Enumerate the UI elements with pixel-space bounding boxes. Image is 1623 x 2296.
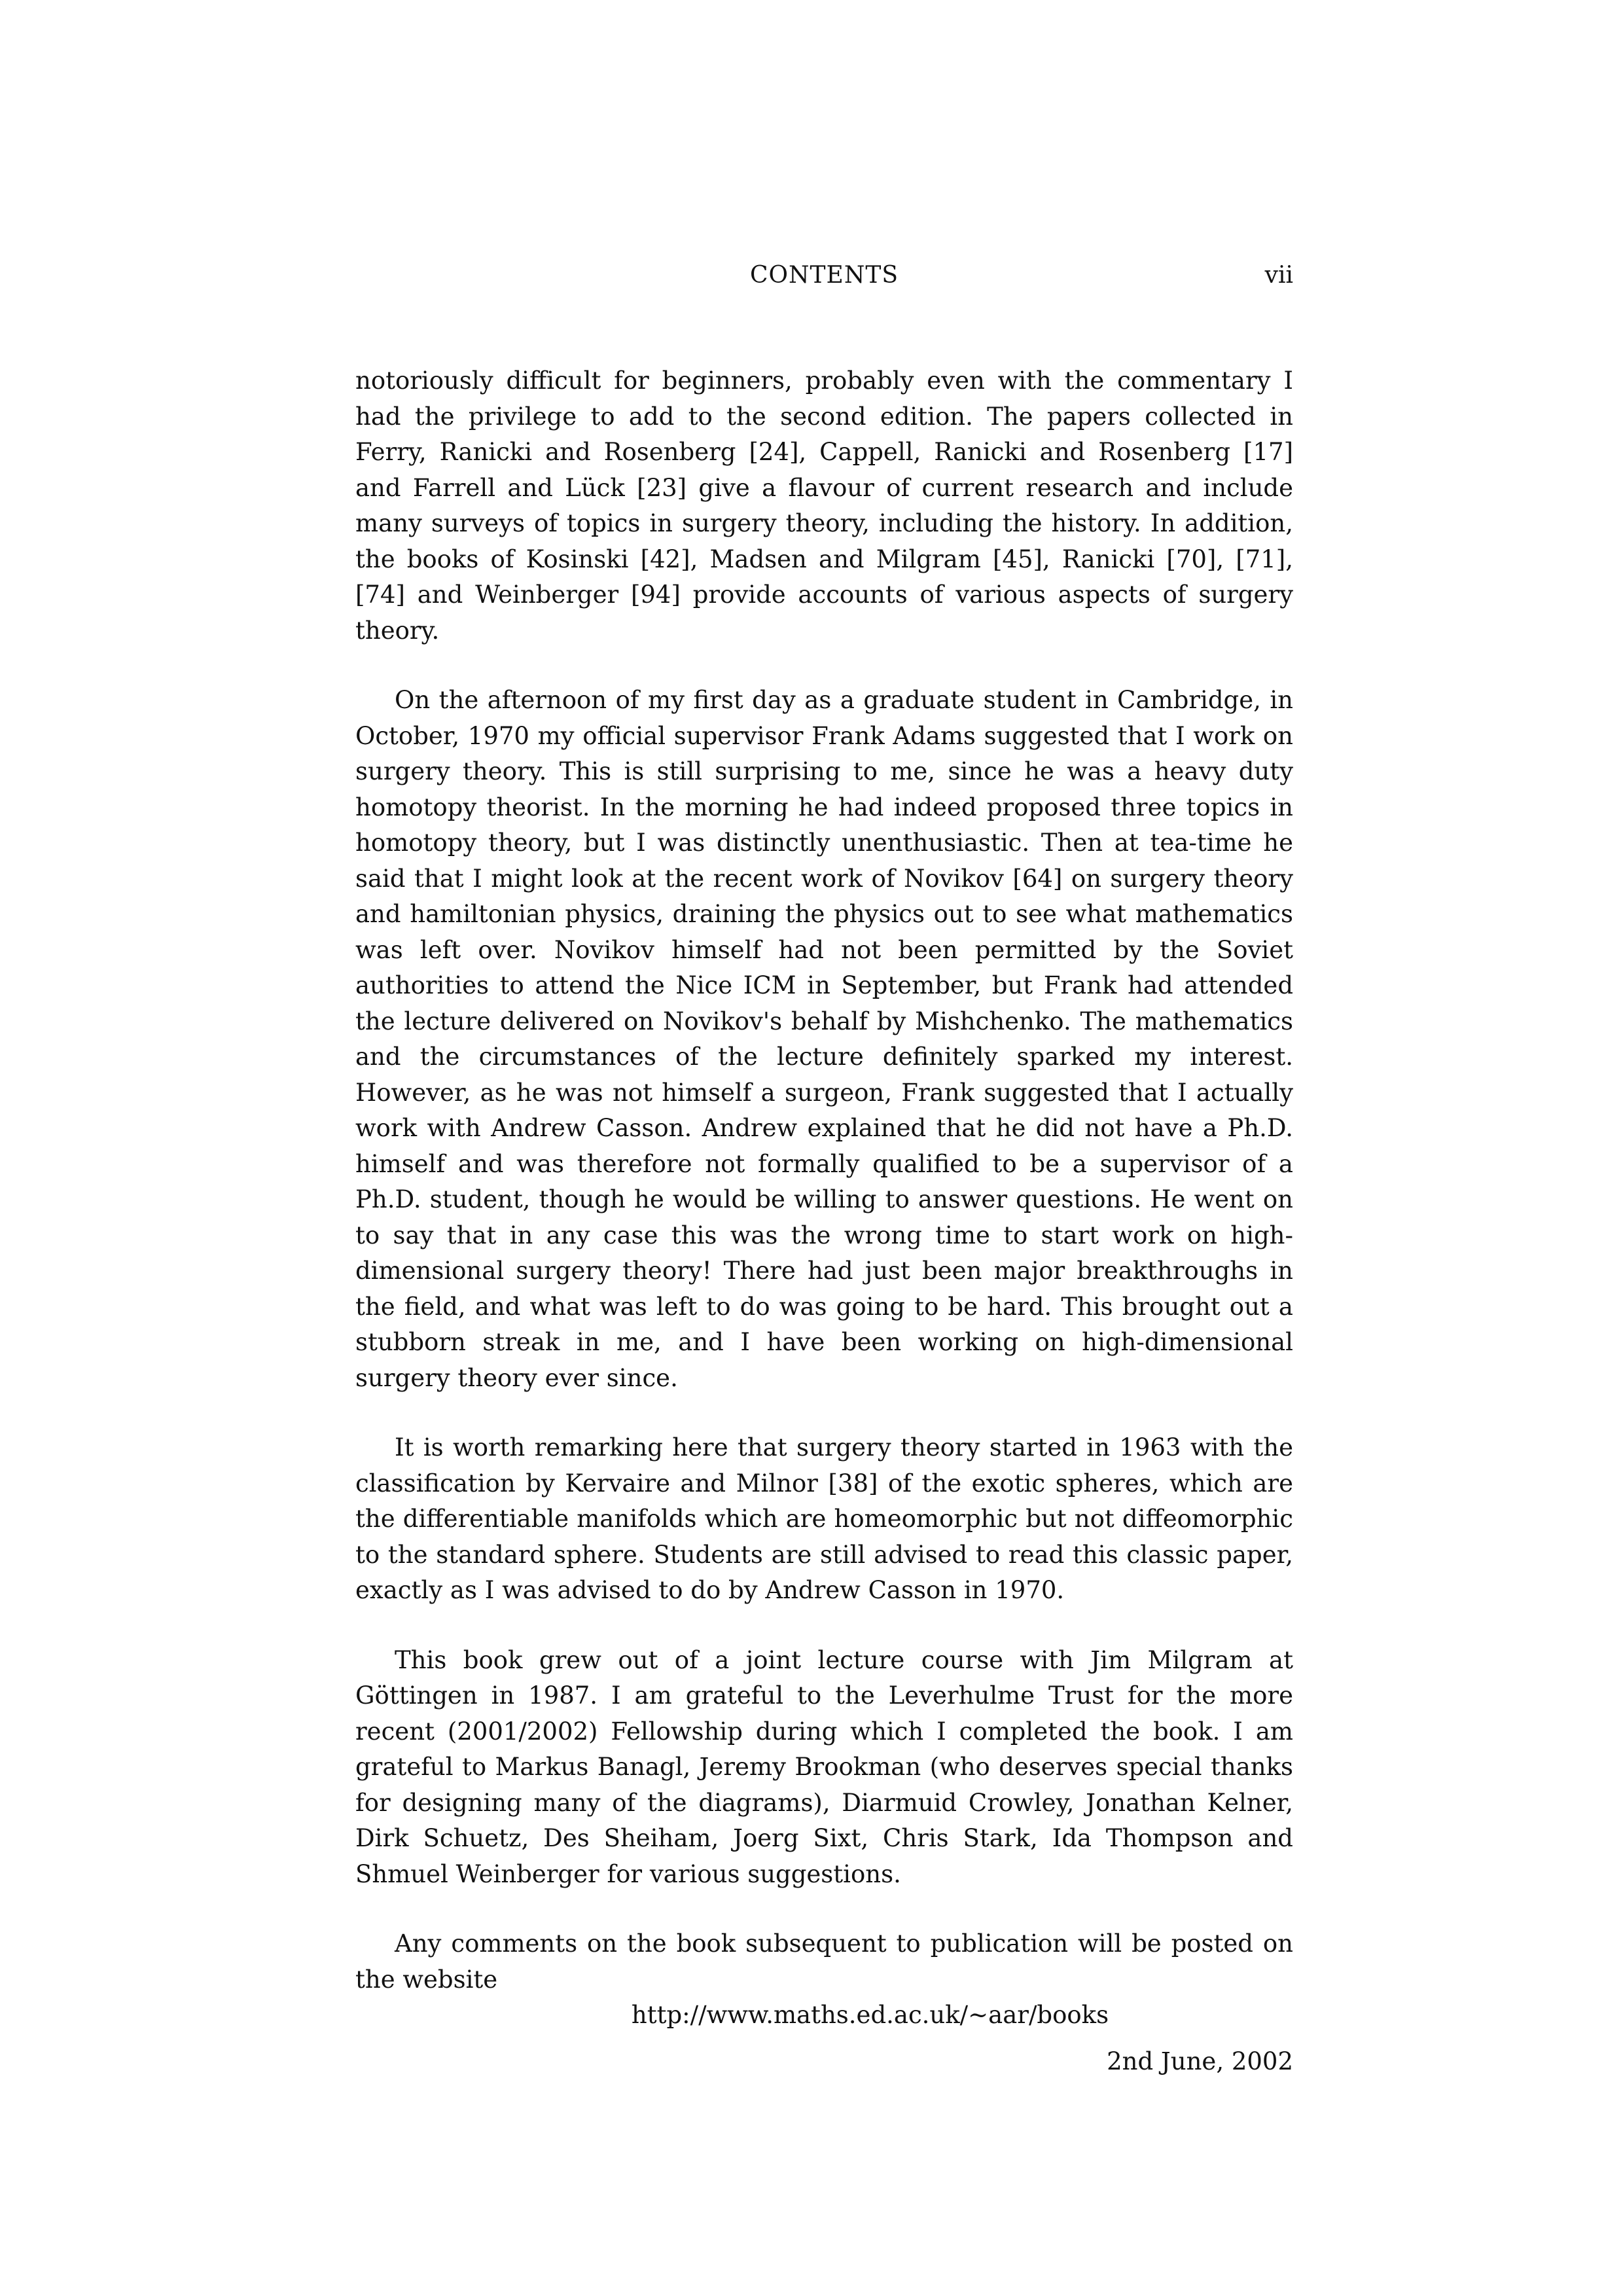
paragraph-acknowledgements: This book grew out of a joint lecture course with Jim Milgram at Göttingen in 1987. I am grateful to the Leverhulme Trust for the more recent (2001/2002) Fellowship during which I completed the book. I am grateful to Markus Banagl, Jeremy Brookman (who deserves special thanks for designing many of the diagrams), Diarmuid Crowley, Jonathan Kelner, Dirk Schuetz, Des Sheiham, Joerg Sixt, Chris Stark, Ida Thompson and Shmuel Weinberger for various suggestions. (355, 1645, 1293, 1888)
paragraph-history: It is worth remarking here that surgery theory started in 1963 with the classification by Kervaire and Milnor [38] of the exotic spheres, which are the differentiable manifolds which are homeomorphic but not diffeomorphic to the standard sphere. Students are still advised to read this classic paper, exactly as I was advised to do by Andrew Casson in 1970. (355, 1433, 1293, 1604)
paragraph-surveys: notoriously difficult for beginners, probably even with the commentary I had the privilege to add to the second edition. The papers collected in Ferry, Ranicki and Rosenberg [24], Cappell, Ranicki and Rosenberg [17] and Farrell and Lück [23] give a flavour of current research and include many surveys of topics in surgery theory, including the history. In addition, the books of Kosinski [42], Madsen and Milgram [45], Ranicki [70], [71], [74] and Weinberger [94] provide accounts of various aspects of surgery theory. (355, 367, 1293, 645)
website-url[interactable]: http://www.maths.ed.ac.uk/~aar/books (631, 2001, 1109, 2029)
body-text (355, 363, 1293, 2079)
header-title: CONTENTS (749, 262, 899, 289)
paragraph-graduate-student: On the afternoon of my first day as a graduate student in Cambridge, in October, 1970 my official supervisor Frank Adams suggested that I work on surgery theory. This is still surprising to me, since he was a heavy duty homotopy theorist. In the morning he had indeed proposed three topics in homotopy theory, but I was distinctly unenthusiastic. Then at tea-time he said that I might look at the recent work of Novikov [64] on surgery theory and hamiltonian physics, draining the physics out to see what mathematics was left over. Novikov himself had not been permitted by the Soviet authorities to attend the Nice ICM in September, but Frank had attended the lecture delivered on Novikov's behalf by Mishchenko. The mathematics and the circumstances of the lecture definitely sparked my interest. However, as he was not himself a surgeon, Frank suggested that I actually work with Andrew Casson. Andrew explained that he did not have a Ph.D. himself and was therefore not formally qualified to be a supervisor of a Ph.D. student, though he would be willing to answer questions. He went on to say that in any case this was the wrong time to start work on high-dimensional surgery theory! There had just been major breakthroughs in the field, and what was left to do was going to be hard. This brought out a stubborn streak in me, and I have been working on high-dimensional surgery theory ever since. (355, 686, 1293, 1392)
paragraph-comments: Any comments on the book subsequent to publication will be posted on the website (355, 1929, 1293, 1994)
date-line: 2nd June, 2002 (1107, 2047, 1293, 2075)
page-number: vii (1264, 262, 1293, 289)
running-header (355, 262, 1293, 301)
